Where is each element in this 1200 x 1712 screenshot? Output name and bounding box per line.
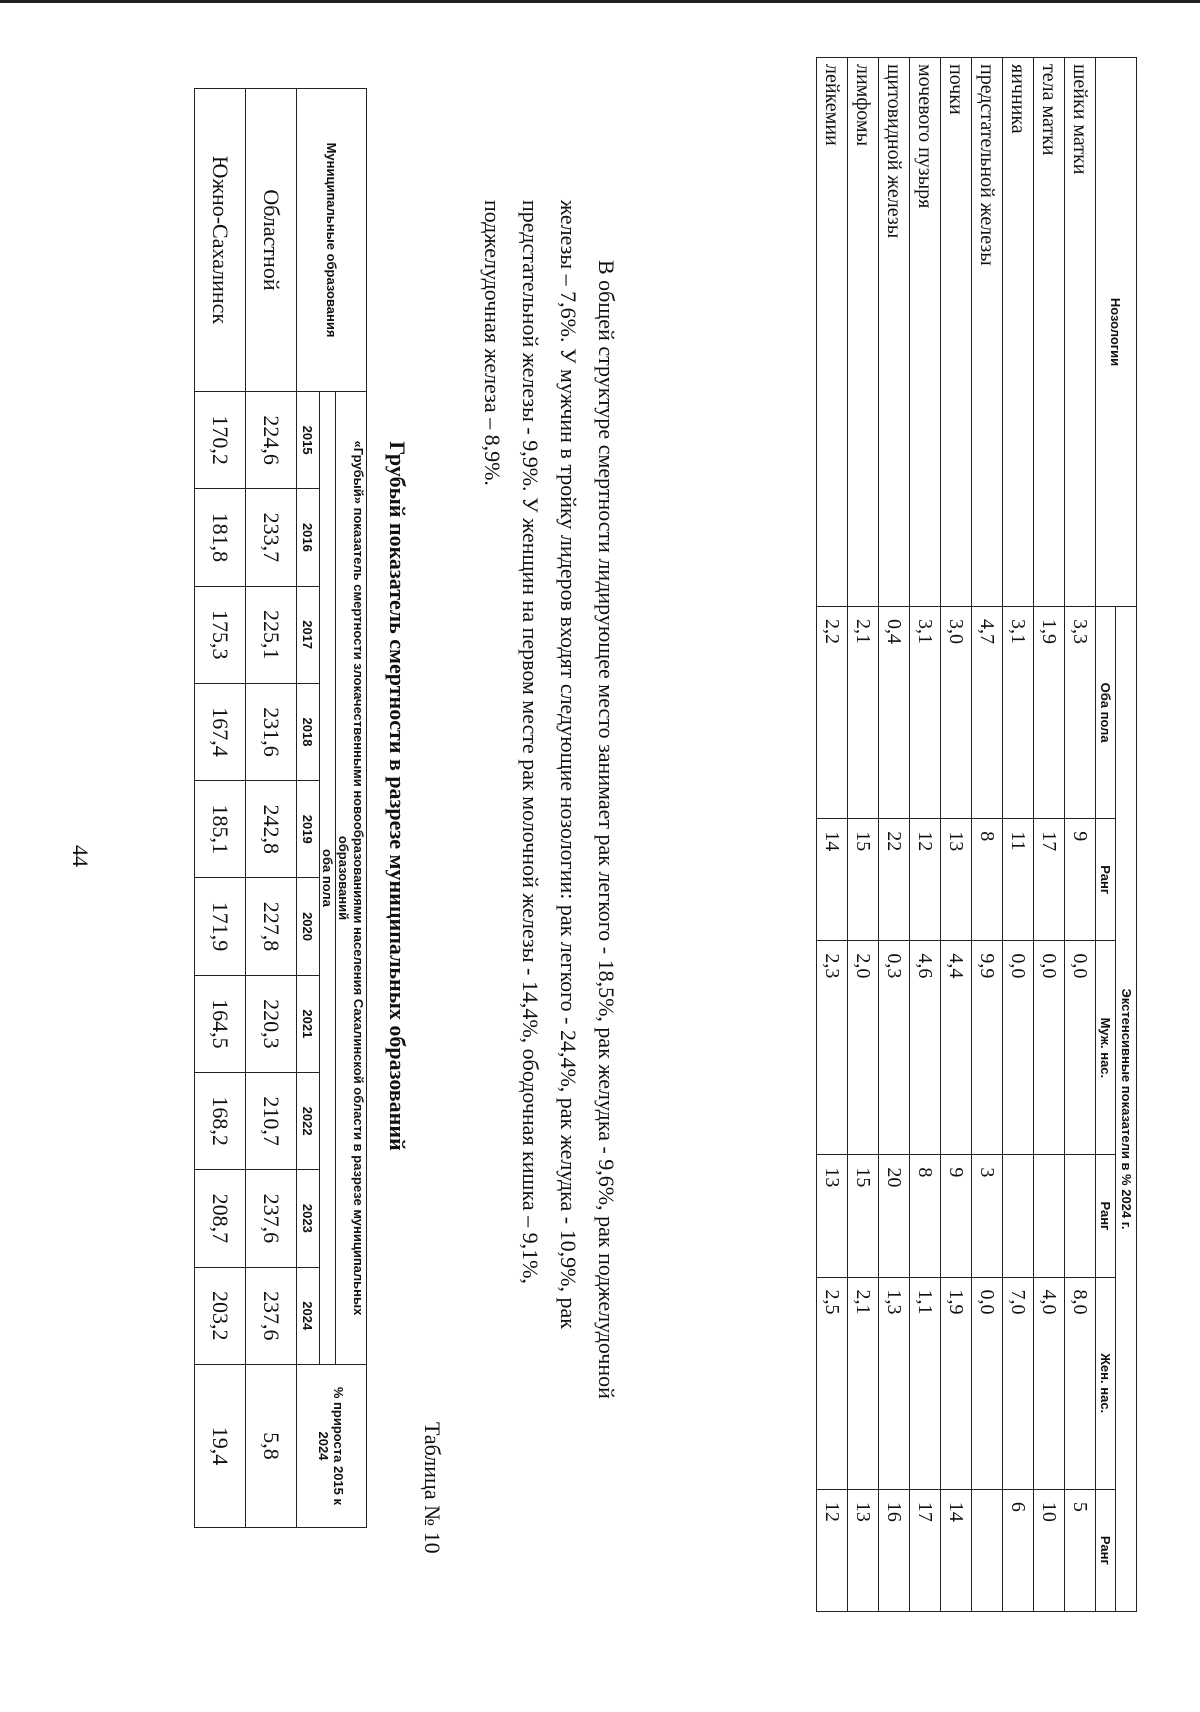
male-cell: 0,0	[1065, 941, 1096, 1155]
year-header: 2022	[297, 1072, 320, 1169]
nosology-cell: лейкемии	[817, 58, 848, 607]
municipality-name-cell: Южно-Сахалинск	[195, 89, 246, 392]
header-female: Жен. нас.	[1096, 1277, 1117, 1489]
female-cell: 4,0	[1034, 1277, 1065, 1489]
female-cell: 8,0	[1065, 1277, 1096, 1489]
paragraph-text: В общей структуре смертности лидирующее место занимает рак легкого - 18,5%, рак желудка - 9,6%, рак поджелудочной железы – 7,6%. У мужчин в тройку лидеров входят следующие нозологии: рак легкого - 24,4%, рак желудка - 10,9%, рак предстательной железы - 9,9%. У женщин на первом месте рак молочной железы - 14,4%, ободочная кишка – 9,1%, поджелудочная железа – 8,9%.	[480, 200, 619, 1399]
male-cell: 4,4	[941, 941, 972, 1155]
rank-female-cell	[972, 1489, 1003, 1611]
both-sexes-cell: 3,1	[910, 607, 941, 819]
header-extensive-group: Экстенсивные показатели в % 2024 г.	[1116, 607, 1137, 1612]
header-growth-percent: % прироста 2015 к 2024	[297, 1364, 367, 1527]
rank-both-cell: 13	[941, 819, 972, 941]
value-cell: 170,2	[195, 392, 246, 489]
table-caption: Таблица № 10	[420, 1422, 445, 1554]
both-sexes-cell: 2,2	[817, 607, 848, 819]
female-cell: 1,3	[879, 1277, 910, 1489]
header-rank-both: Ранг	[1096, 819, 1117, 941]
value-cell: 168,2	[195, 1072, 246, 1169]
header-male: Муж. нас.	[1096, 941, 1117, 1155]
table-row	[195, 89, 246, 1528]
header-crude-indicator: «Грубый» показатель смертности злокачественными новообразованиями населения Сахалинской области в разрезе муниципальных образований	[336, 392, 367, 1365]
year-header: 2017	[297, 586, 320, 683]
rank-both-cell: 8	[972, 819, 1003, 941]
value-cell: 231,6	[246, 683, 297, 780]
rank-female-cell: 17	[910, 1489, 941, 1611]
table-row	[879, 58, 910, 1612]
rank-female-cell: 6	[1003, 1489, 1034, 1611]
value-cell: 208,7	[195, 1170, 246, 1267]
nosology-cell: мочевого пузыря	[910, 58, 941, 607]
header-both-sexes: Оба пола	[1096, 607, 1117, 819]
value-cell: 175,3	[195, 586, 246, 683]
value-cell: 210,7	[246, 1072, 297, 1169]
rank-male-cell: 9	[941, 1155, 972, 1277]
extensive-indicators-table	[816, 57, 1137, 1612]
nosology-cell: щитовидной железы	[879, 58, 910, 607]
rank-both-cell: 14	[817, 819, 848, 941]
header-nosology: Нозологии	[1096, 58, 1137, 607]
male-cell: 9,9	[972, 941, 1003, 1155]
year-header: 2023	[297, 1170, 320, 1267]
nosology-cell: лимфомы	[848, 58, 879, 607]
male-cell: 0,0	[1034, 941, 1065, 1155]
value-cell: 167,4	[195, 683, 246, 780]
male-cell: 4,6	[910, 941, 941, 1155]
mortality-structure-paragraph	[473, 200, 625, 1430]
rank-male-cell	[1003, 1155, 1034, 1277]
growth-cell: 19,4	[195, 1364, 246, 1527]
female-cell: 7,0	[1003, 1277, 1034, 1489]
rank-both-cell: 9	[1065, 819, 1096, 941]
rank-male-cell: 3	[972, 1155, 1003, 1277]
year-header: 2018	[297, 683, 320, 780]
rank-male-cell: 8	[910, 1155, 941, 1277]
rank-male-cell: 13	[817, 1155, 848, 1277]
rank-female-cell: 16	[879, 1489, 910, 1611]
rank-male-cell: 20	[879, 1155, 910, 1277]
header-both-sexes: оба пола	[320, 392, 336, 1365]
female-cell: 0,0	[972, 1277, 1003, 1489]
female-cell: 1,9	[941, 1277, 972, 1489]
nosology-cell: шейки матки	[1065, 58, 1096, 607]
both-sexes-cell: 3,1	[1003, 607, 1034, 819]
both-sexes-cell: 3,0	[941, 607, 972, 819]
rank-female-cell: 12	[817, 1489, 848, 1611]
header-rank-female: Ранг	[1096, 1489, 1117, 1611]
value-cell: 220,3	[246, 975, 297, 1072]
female-cell: 2,1	[848, 1277, 879, 1489]
table-row	[1003, 58, 1034, 1612]
value-cell: 225,1	[246, 586, 297, 683]
both-sexes-cell: 0,4	[879, 607, 910, 819]
year-header: 2015	[297, 392, 320, 489]
value-cell: 237,6	[246, 1267, 297, 1364]
male-cell: 2,3	[817, 941, 848, 1155]
year-header: 2020	[297, 878, 320, 975]
table-row	[817, 58, 848, 1612]
both-sexes-cell: 3,3	[1065, 607, 1096, 819]
table-row	[848, 58, 879, 1612]
rank-both-cell: 17	[1034, 819, 1065, 941]
table-row	[1065, 58, 1096, 1612]
value-cell: 224,6	[246, 392, 297, 489]
both-sexes-cell: 1,9	[1034, 607, 1065, 819]
value-cell: 181,8	[195, 489, 246, 586]
nosology-cell: тела матки	[1034, 58, 1065, 607]
crude-table-body	[195, 89, 297, 1528]
value-cell: 237,6	[246, 1170, 297, 1267]
male-cell: 2,0	[848, 941, 879, 1155]
table-row	[246, 89, 297, 1528]
male-cell: 0,3	[879, 941, 910, 1155]
rank-female-cell: 13	[848, 1489, 879, 1611]
female-cell: 2,5	[817, 1277, 848, 1489]
year-header: 2016	[297, 489, 320, 586]
value-cell: 233,7	[246, 489, 297, 586]
female-cell: 1,1	[910, 1277, 941, 1489]
value-cell: 203,2	[195, 1267, 246, 1364]
value-cell: 164,5	[195, 975, 246, 1072]
table-row	[941, 58, 972, 1612]
rank-male-cell	[1034, 1155, 1065, 1277]
table-row	[972, 58, 1003, 1612]
nosology-cell: предстательной железы	[972, 58, 1003, 607]
year-header: 2021	[297, 975, 320, 1072]
rank-both-cell: 22	[879, 819, 910, 941]
value-cell: 185,1	[195, 781, 246, 878]
page-number: 44	[68, 845, 93, 867]
extensive-table-body	[817, 58, 1096, 1612]
crude-mortality-table	[194, 88, 367, 1528]
table-row	[1034, 58, 1065, 1612]
value-cell: 242,8	[246, 781, 297, 878]
rank-female-cell: 5	[1065, 1489, 1096, 1611]
nosology-cell: почки	[941, 58, 972, 607]
municipality-name-cell: Областной	[246, 89, 297, 392]
year-header: 2019	[297, 781, 320, 878]
header-municipal: Муниципальные образования	[297, 89, 367, 392]
header-rank-male: Ранг	[1096, 1155, 1117, 1277]
rank-both-cell: 15	[848, 819, 879, 941]
rank-both-cell: 11	[1003, 819, 1034, 941]
both-sexes-cell: 4,7	[972, 607, 1003, 819]
rank-male-cell: 15	[848, 1155, 879, 1277]
rank-both-cell: 12	[910, 819, 941, 941]
growth-cell: 5,8	[246, 1364, 297, 1527]
value-cell: 171,9	[195, 878, 246, 975]
rank-female-cell: 14	[941, 1489, 972, 1611]
year-header: 2024	[297, 1267, 320, 1364]
table-title: Грубый показатель смертности в разрезе муниципальных образований	[385, 441, 410, 1151]
rank-male-cell	[1065, 1155, 1096, 1277]
value-cell: 227,8	[246, 878, 297, 975]
nosology-cell: яичника	[1003, 58, 1034, 607]
rank-female-cell: 10	[1034, 1489, 1065, 1611]
male-cell: 0,0	[1003, 941, 1034, 1155]
both-sexes-cell: 2,1	[848, 607, 879, 819]
table-row	[910, 58, 941, 1612]
